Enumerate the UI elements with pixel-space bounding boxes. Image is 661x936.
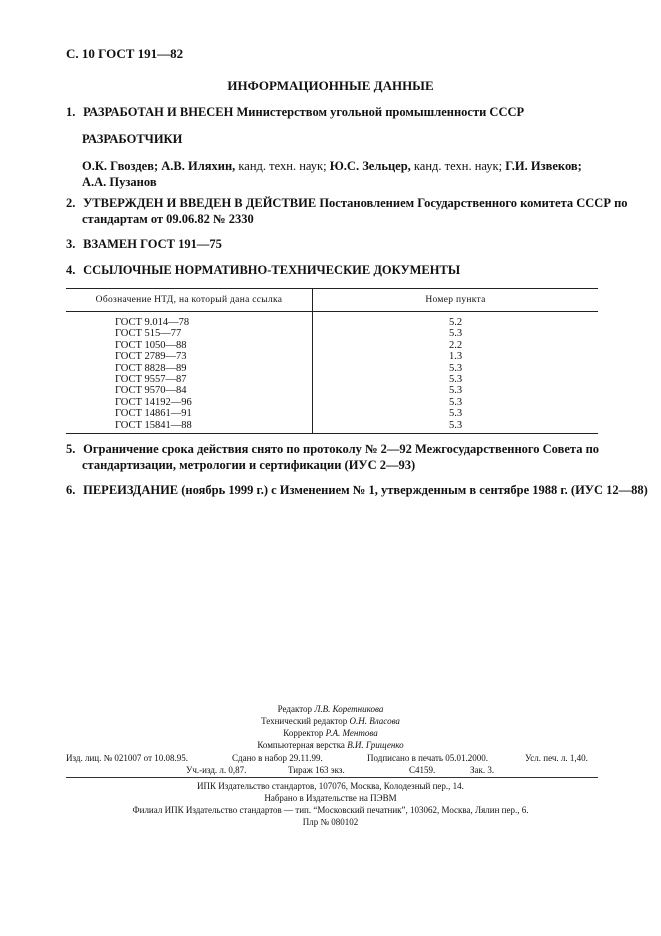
footer-line-2: Набрано в Издательстве на ПЭВМ [264, 793, 397, 803]
developer-5: А.А. Пузанов [82, 175, 157, 189]
imprint-print-sheets: Усл. печ. л. 1,40. [525, 753, 588, 763]
item-4 [66, 262, 460, 278]
item-1-number: 1. [66, 105, 76, 119]
developer-3-degree: канд. техн. наук; [410, 159, 506, 173]
item-3-number: 3. [66, 237, 76, 251]
item-5 [66, 441, 599, 457]
footer-block [0, 780, 661, 828]
column-header-ntd: Обозначение НТД, на который дана ссылка [66, 289, 313, 312]
references-table [66, 288, 598, 434]
item-1-heading: РАЗРАБОТАН И ВНЕСЕН [83, 105, 234, 119]
ntd-cell: ГОСТ 15841—88 [66, 420, 313, 434]
credit-editor [0, 703, 661, 715]
clause-cell: 5.3 [448, 408, 463, 420]
item-3 [66, 236, 222, 252]
item-2-heading: УТВЕРЖДЕН И ВВЕДЕН В ДЕЙСТВИЕ [83, 196, 317, 210]
item-5-text-line2: стандартизации, метрологии и сертификации (ИУС 2—93) [82, 458, 416, 472]
item-2-text-line1: Постановлением Государственного комитета СССР по [316, 196, 628, 210]
table-row [66, 408, 598, 419]
table-row [66, 374, 598, 385]
ntd-cell: ГОСТ 14192—96 [66, 397, 313, 408]
column-header-clause: Номер пункта [313, 289, 599, 312]
item-2-number: 2. [66, 196, 76, 210]
item-5-text-line1: Ограничение срока действия снято по протоколу № 2—92 Межгосударственного Совета по [83, 442, 600, 456]
section-title: ИНФОРМАЦИОННЫЕ ДАННЫЕ [227, 78, 434, 93]
table-row [66, 312, 598, 329]
imprint-publisher-sheets: Уч.-изд. л. 0,87. [186, 765, 247, 775]
table-row [66, 397, 598, 408]
ntd-cell: ГОСТ 2789—73 [66, 351, 313, 362]
table-row [66, 340, 598, 351]
credits-block [0, 703, 661, 751]
item-4-text: ССЫЛОЧНЫЕ НОРМАТИВНО-ТЕХНИЧЕСКИЕ ДОКУМЕНТЫ [83, 263, 461, 277]
credit-tech-editor-name: О.Н. Власова [349, 716, 400, 726]
page-header: С. 10 ГОСТ 191—82 [66, 46, 184, 61]
ntd-cell: ГОСТ 9.014—78 [66, 312, 313, 329]
item-4-number: 4. [66, 263, 76, 277]
clause-cell: 5.3 [448, 374, 463, 386]
imprint-signed: Подписано в печать 05.01.2000. [367, 753, 489, 763]
clause-cell: 2.2 [448, 339, 463, 351]
table-row [66, 420, 598, 434]
item-1-text: Министерством угольной промышленности СССР [233, 105, 525, 119]
credit-layout [0, 739, 661, 751]
item-3-text: ВЗАМЕН ГОСТ 191—75 [83, 237, 222, 251]
developers-list [82, 158, 602, 190]
table-row [66, 351, 598, 362]
ntd-cell: ГОСТ 9570—84 [66, 385, 313, 396]
credit-corrector [0, 727, 661, 739]
credit-tech-editor [0, 715, 661, 727]
item-6 [66, 482, 648, 498]
credit-tech-editor-label: Технический редактор [261, 716, 350, 726]
developers-title: РАЗРАБОТЧИКИ [82, 132, 183, 146]
footer-line-3: Филиал ИПК Издательство стандартов — тип. “Московский печатник”, 103062, Москва, Лялин пер., 6. [132, 805, 529, 815]
credit-corrector-name: Р.А. Ментова [325, 728, 378, 738]
credit-editor-name: Л.В. Коретникова [314, 704, 384, 714]
developer-1: О.К. Гвоздев; [82, 159, 159, 173]
clause-cell: 5.3 [313, 420, 599, 434]
ntd-cell: ГОСТ 1050—88 [66, 340, 313, 351]
item-5-number: 5. [66, 442, 76, 456]
table-header-row [66, 289, 598, 312]
ntd-cell: ГОСТ 515—77 [66, 328, 313, 339]
imprint-order: Зак. 3. [470, 765, 495, 775]
item-2-text-line2: стандартам от 09.06.82 № 2330 [82, 212, 254, 226]
item-1 [66, 104, 524, 120]
credit-layout-label: Компьютерная верстка [257, 740, 348, 750]
credit-corrector-label: Корректор [283, 728, 326, 738]
credit-layout-name: В.И. Грищенко [347, 740, 404, 750]
clause-cell: 5.2 [448, 317, 463, 328]
footer-line-4: Плр № 080102 [302, 817, 359, 827]
clause-cell: 1.3 [448, 351, 463, 363]
item-6-number: 6. [66, 483, 76, 497]
developer-4: Г.И. Извеков; [505, 159, 582, 173]
imprint-code: С4159. [409, 765, 436, 775]
ntd-cell: ГОСТ 8828—89 [66, 363, 313, 374]
ntd-cell: ГОСТ 14861—91 [66, 408, 313, 419]
imprint-typeset: Сдано в набор 29.11.99. [232, 753, 323, 763]
imprint-license: Изд. лиц. № 021007 от 10.08.95. [66, 753, 188, 763]
ntd-cell: ГОСТ 9557—87 [66, 374, 313, 385]
table-row [66, 363, 598, 374]
developer-3: Ю.С. Зельцер, [329, 159, 411, 173]
clause-cell: 5.3 [448, 362, 463, 374]
footer-line-1: ИПК Издательство стандартов, 107076, Москва, Колодезный пер., 14. [197, 781, 464, 791]
credit-editor-label: Редактор [277, 704, 315, 714]
clause-cell: 5.3 [448, 328, 463, 340]
table-row [66, 385, 598, 396]
clause-cell: 5.3 [448, 385, 463, 397]
footer-divider [66, 777, 598, 778]
imprint-run: Тираж 163 экз. [288, 765, 345, 775]
clause-cell: 5.3 [448, 396, 463, 408]
item-2 [66, 195, 628, 211]
developer-2: А.В. Иляхин, [161, 159, 236, 173]
table-row [66, 328, 598, 339]
item-6-text: ПЕРЕИЗДАНИЕ (ноябрь 1999 г.) с Изменением № 1, утвержденным в сентябре 1988 г. (ИУС 12—88) [83, 483, 648, 497]
developer-2-degree: канд. техн. наук; [235, 159, 330, 173]
